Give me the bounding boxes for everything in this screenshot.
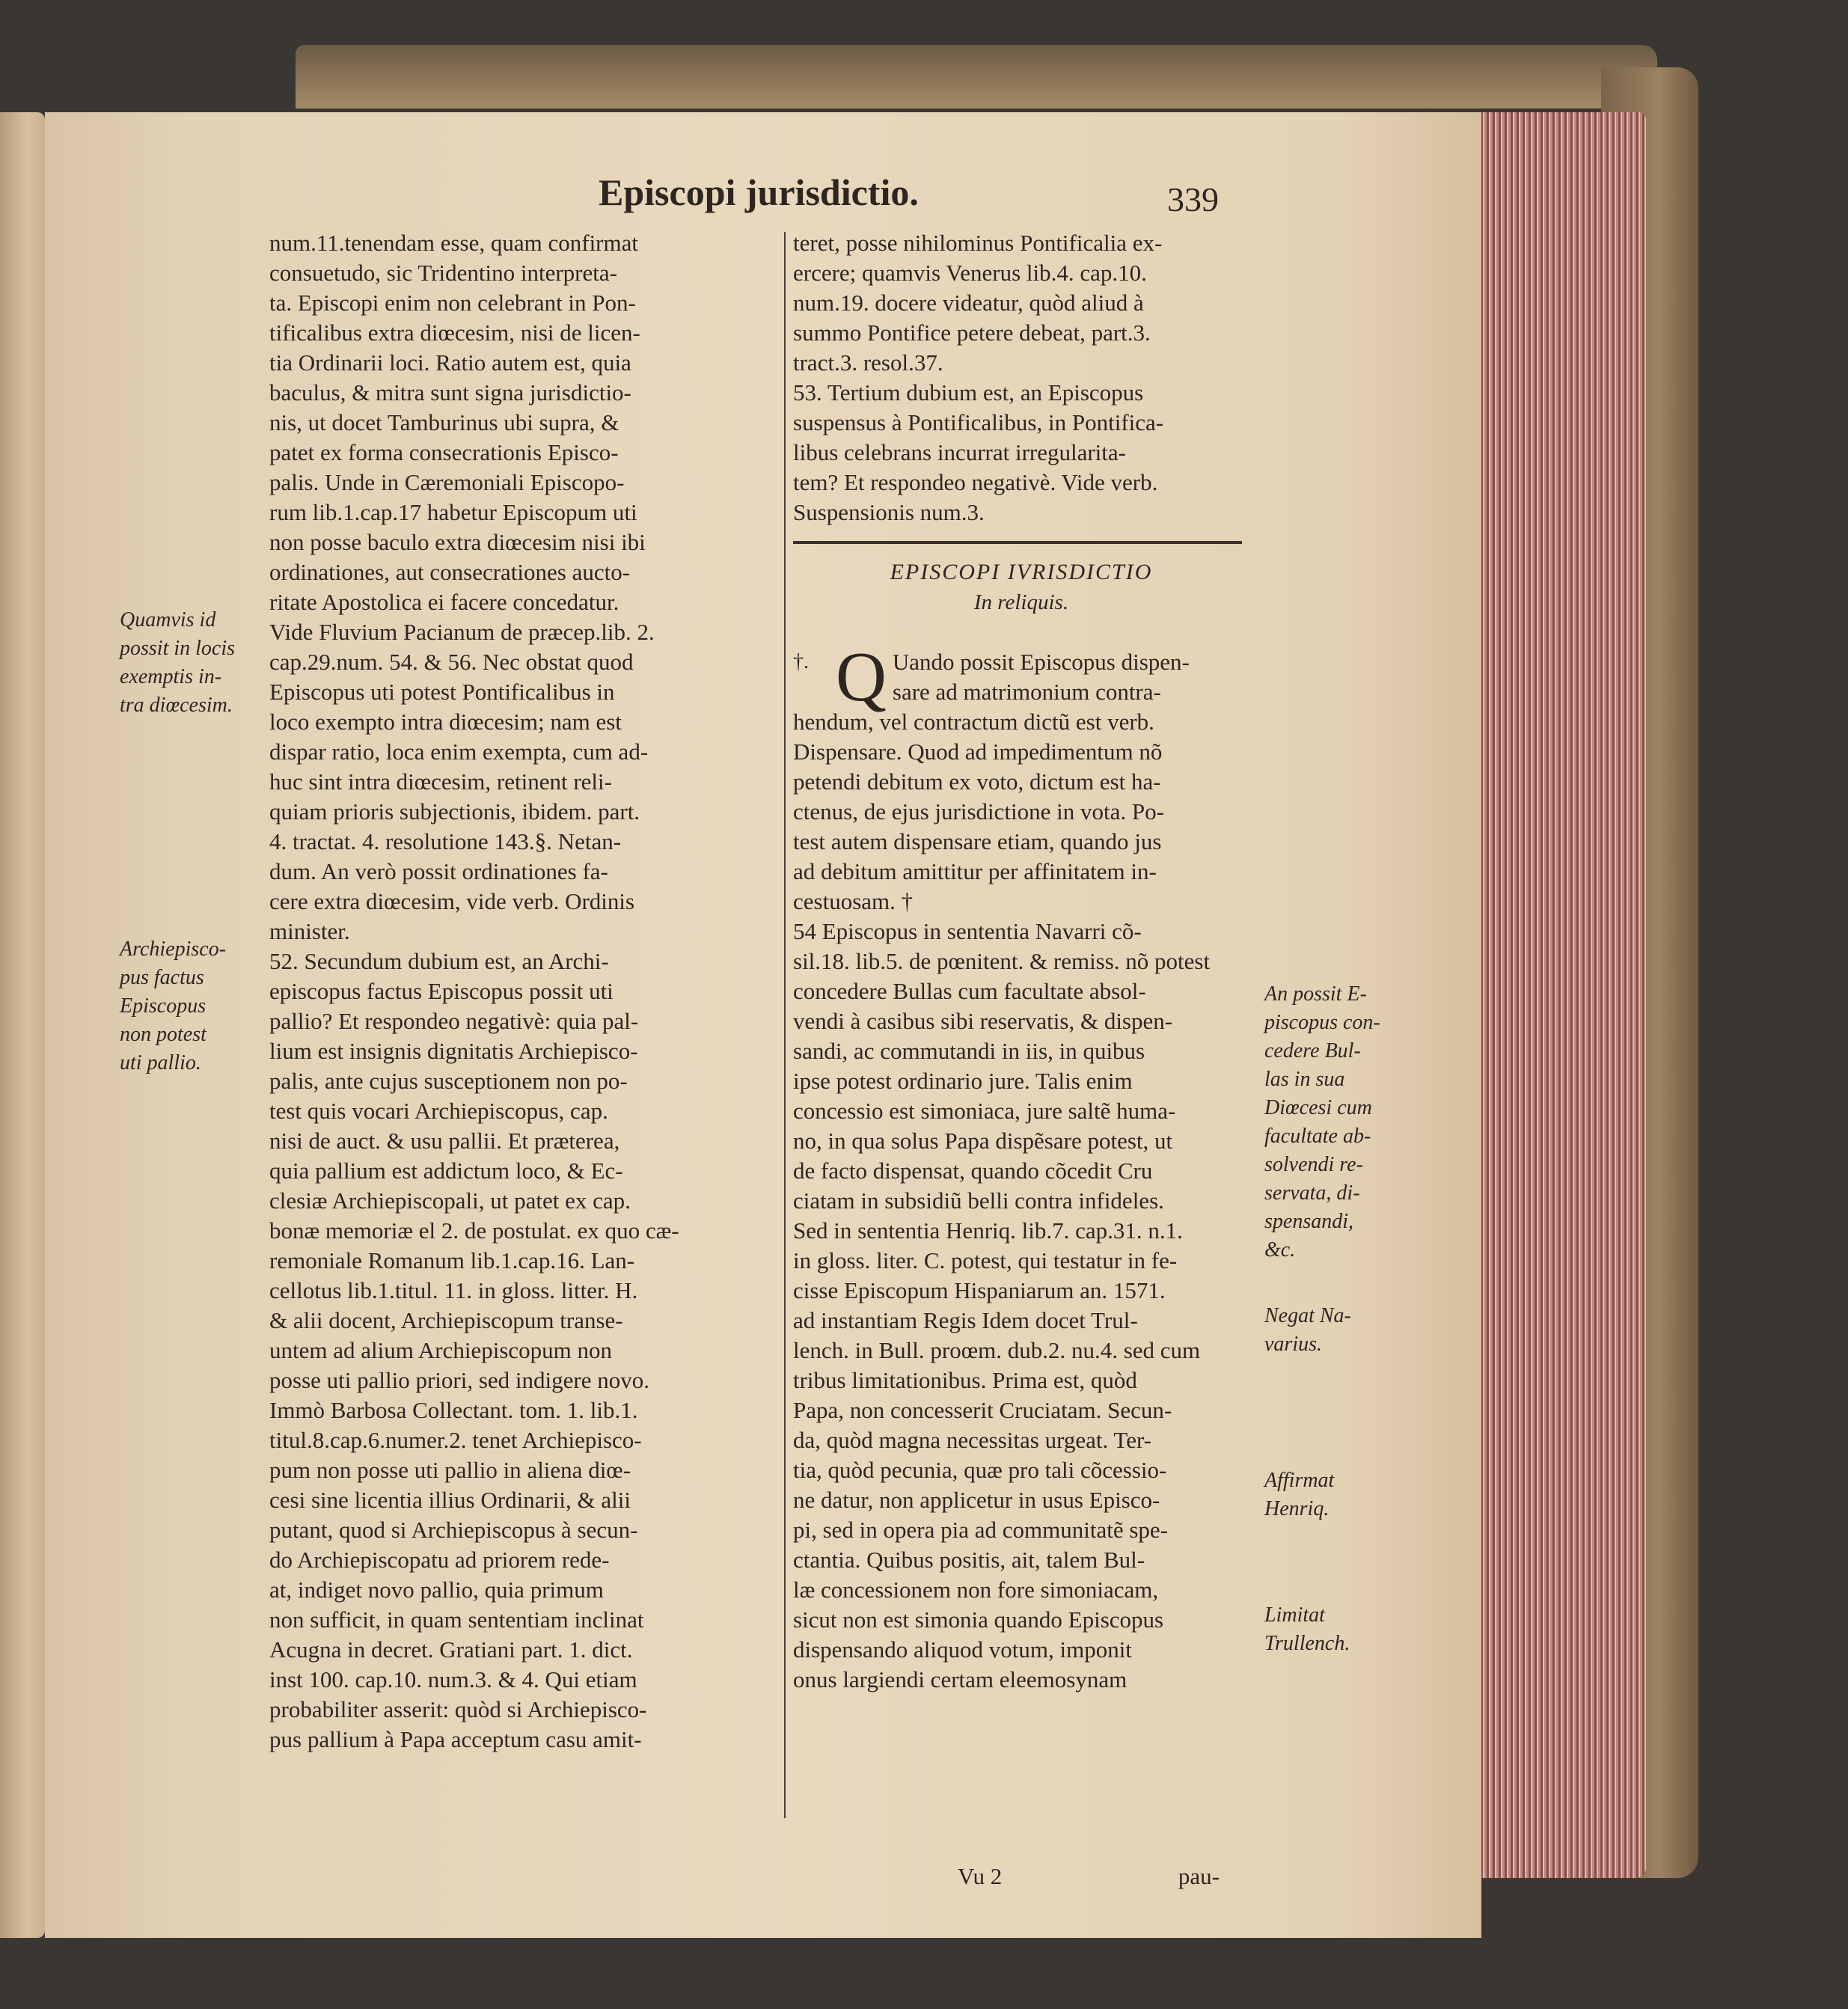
- text-line: ad debitum amittitur per affinitatem in-: [793, 858, 1157, 884]
- text-line: sandi, ac commutandi in iis, in quibus: [793, 1038, 1145, 1064]
- right-text-column: [793, 228, 1249, 1904]
- text-line: pum non posse uti pallio in aliena diœ-: [269, 1457, 631, 1483]
- text-line: cisse Episcopum Hispaniarum an. 1571.: [793, 1277, 1166, 1303]
- catchword: pau-: [1178, 1863, 1220, 1889]
- text-line: 54 Episcopus in sententia Navarri cõ-: [793, 918, 1142, 944]
- margin-note-line: Episcopus: [120, 994, 206, 1018]
- text-line: onus largiendi certam eleemosynam: [793, 1666, 1128, 1692]
- text-line: ne datur, non applicetur in usus Episco-: [793, 1487, 1160, 1513]
- text-line: at, indiget novo pallio, quia primum: [269, 1577, 604, 1603]
- text-line: num.19. docere videatur, quòd aliud à: [793, 290, 1144, 316]
- text-line: vendi à casibus sibi reservatis, & dispen-: [793, 1008, 1173, 1034]
- margin-note-line: pus factus: [120, 966, 204, 989]
- text-line: non posse baculo extra diœcesim nisi ibi: [269, 529, 646, 555]
- left-text-column: [269, 228, 778, 1792]
- text-line: Suspensionis num.3.: [793, 499, 985, 525]
- text-line: Papa, non concesserit Cruciatam. Secun-: [793, 1397, 1172, 1423]
- drop-capital: Q: [836, 638, 887, 716]
- text-line: episcopus factus Episcopus possit uti: [269, 978, 614, 1004]
- text-line: titul.8.cap.6.numer.2. tenet Archiepisco-: [269, 1427, 642, 1453]
- text-line: pi, sed in opera pia ad communitatẽ spe-: [793, 1517, 1169, 1543]
- text-line: inst 100. cap.10. num.3. & 4. Qui etiam: [269, 1666, 637, 1692]
- book-page: [45, 112, 1481, 1938]
- margin-note-line: An possit E-: [1264, 982, 1367, 1006]
- text-line: minister.: [269, 918, 350, 944]
- text-line: & alii docent, Archiepiscopum transe-: [269, 1307, 623, 1333]
- text-line: concedere Bullas cum facultate absol-: [793, 978, 1146, 1004]
- text-line: test autem dispensare etiam, quando jus: [793, 828, 1162, 854]
- text-line: ctenus, de ejus jurisdictione in vota. Po-: [793, 798, 1164, 825]
- text-line: ta. Episcopi enim non celebrant in Pon-: [269, 290, 636, 316]
- text-line: Dispensare. Quod ad impedimentum nõ: [793, 739, 1163, 765]
- section-rule: [793, 541, 1242, 544]
- margin-note-line: Diœcesi cum: [1264, 1096, 1372, 1119]
- text-line: bonæ memoriæ el 2. de postulat. ex quo cæ-: [269, 1217, 679, 1244]
- text-line: cere extra diœcesim, vide verb. Ordinis: [269, 888, 635, 914]
- margin-note-right: [1264, 1601, 1414, 1658]
- margin-note-line: Affirmat: [1264, 1469, 1335, 1492]
- text-line: nisi de auct. & usu pallii. Et præterea,: [269, 1128, 620, 1154]
- text-line: in gloss. liter. C. potest, qui testatur in fe-: [793, 1247, 1178, 1273]
- text-line: hendum, vel contractum dictũ est verb.: [793, 709, 1154, 735]
- text-line: non sufficit, in quam sententiam inclinat: [269, 1606, 644, 1633]
- text-line: tem? Et respondeo negativè. Vide verb.: [793, 469, 1158, 495]
- margin-note-line: servata, di-: [1264, 1181, 1360, 1205]
- text-line: sil.18. lib.5. de pœnitent. & remiss. nõ potest: [793, 948, 1211, 974]
- text-line: cestuosam. †: [793, 888, 914, 914]
- margin-note-line: Limitat: [1264, 1603, 1325, 1627]
- text-line: ciatam in subsidiũ belli contra infideles.: [793, 1187, 1164, 1214]
- margin-note-line: piscopus con-: [1264, 1011, 1380, 1034]
- text-line: 4. tractat. 4. resolutione 143.§. Netan-: [269, 828, 622, 854]
- text-line: tificalibus extra diœcesim, nisi de licen-: [269, 319, 640, 346]
- text-line: posse uti pallio priori, sed indigere novo.: [269, 1367, 649, 1393]
- margin-note-line: uti pallio.: [120, 1051, 201, 1074]
- text-line: palis, ante cujus susceptionem non po-: [269, 1068, 628, 1094]
- margin-note-right: [1264, 1302, 1414, 1359]
- margin-note-line: las in sua: [1264, 1068, 1345, 1091]
- text-line: suspensus à Pontificalibus, in Pontifica-: [793, 409, 1164, 435]
- margin-note-line: Henriq.: [1264, 1497, 1330, 1520]
- text-line: dispensando aliquod votum, imponit: [793, 1636, 1132, 1663]
- margin-note-line: tra diœcesim.: [120, 694, 233, 717]
- text-line: lium est insignis dignitatis Archiepisco-: [269, 1038, 638, 1064]
- text-line: 53. Tertium dubium est, an Episcopus: [793, 379, 1144, 406]
- text-line: ctantia. Quibus positis, ait, talem Bul-: [793, 1547, 1145, 1573]
- text-line: Acugna in decret. Gratiani part. 1. dict.: [269, 1636, 633, 1663]
- section-mark: †.: [793, 650, 809, 673]
- signature-mark: Vu 2: [958, 1863, 1003, 1889]
- text-line: sicut non est simonia quando Episcopus: [793, 1606, 1164, 1633]
- text-line: untem ad alium Archiepiscopum non: [269, 1337, 613, 1363]
- text-line: quia pallium est addictum loco, & Ec-: [269, 1158, 623, 1184]
- text-line: tribus limitationibus. Prima est, quòd: [793, 1367, 1137, 1393]
- right-column-top-text: [793, 228, 1249, 528]
- text-line: test quis vocari Archiepiscopus, cap.: [269, 1098, 608, 1124]
- margin-note-right: [1264, 1467, 1414, 1523]
- text-line: læ concessionem non fore simoniacam,: [793, 1577, 1159, 1603]
- text-line: sare ad matrimonium contra-: [892, 679, 1161, 705]
- text-line: libus celebrans incurrat irregularita-: [793, 439, 1126, 465]
- text-line: lench. in Bull. proœm. dub.2. nu.4. sed cum: [793, 1337, 1201, 1363]
- running-head: Episcopi jurisdictio.: [599, 171, 919, 213]
- text-line: num.11.tenendam esse, quam confirmat: [269, 230, 638, 256]
- right-column-body-text: [793, 707, 1249, 1695]
- text-line: tia, quòd pecunia, quæ pro tali cõcessio-: [793, 1457, 1167, 1483]
- margin-note-left: [120, 606, 269, 720]
- margin-note-line: Archiepisco-: [120, 938, 227, 961]
- text-line: Sed in sententia Henriq. lib.7. cap.31. n.1.: [793, 1217, 1183, 1244]
- text-line: palis. Unde in Cæremoniali Episcopo-: [269, 469, 625, 495]
- margin-note-line: solvendi re-: [1264, 1153, 1363, 1176]
- margin-note-right: [1264, 980, 1414, 1265]
- text-line: rum lib.1.cap.17 habetur Episcopum uti: [269, 499, 637, 525]
- text-line: ipse potest ordinario jure. Talis enim: [793, 1068, 1133, 1094]
- text-line: cellotus lib.1.titul. 11. in gloss. litter. H.: [269, 1277, 638, 1303]
- text-line: nis, ut docet Tamburinus ubi supra, &: [269, 409, 619, 435]
- text-line: Uando possit Episcopus dispen-: [892, 649, 1190, 675]
- text-line: putant, quod si Archiepiscopus à secun-: [269, 1517, 638, 1543]
- margin-note-line: possit in locis: [120, 637, 236, 660]
- text-line: baculus, & mitra sunt signa jurisdictio-: [269, 379, 631, 406]
- text-line: Vide Fluvium Pacianum de præcep.lib. 2.: [269, 619, 655, 645]
- text-line: dispar ratio, loca enim exempta, cum ad-: [269, 739, 649, 765]
- text-line: consuetudo, sic Tridentino interpreta-: [269, 260, 617, 286]
- text-line: probabiliter asserit: quòd si Archiepisco-: [269, 1696, 647, 1722]
- text-line: pus pallium à Papa acceptum casu amit-: [269, 1726, 642, 1752]
- margin-note-line: Quamvis id: [120, 608, 216, 632]
- text-line: petendi debitum ex voto, dictum est ha-: [793, 768, 1161, 795]
- text-line: teret, posse nihilominus Pontificalia ex-: [793, 230, 1163, 256]
- text-line: pallio? Et respondeo negativè: quia pal-: [269, 1008, 639, 1034]
- text-line: cap.29.num. 54. & 56. Nec obstat quod: [269, 649, 634, 675]
- first-paragraph: [793, 638, 1249, 716]
- text-line: no, in qua solus Papa dispẽsare potest, ut: [793, 1128, 1173, 1154]
- text-line: ordinationes, aut consecrationes aucto-: [269, 559, 631, 585]
- margin-note-line: Trullench.: [1264, 1632, 1350, 1655]
- text-line: cesi sine licentia illius Ordinarii, & alii: [269, 1487, 631, 1513]
- text-line: 52. Secundum dubium est, an Archi-: [269, 948, 609, 974]
- margin-note-line: varius.: [1264, 1333, 1322, 1356]
- text-line: huc sint intra diœcesim, retinent reli-: [269, 768, 612, 795]
- margin-note-line: non potest: [120, 1023, 206, 1046]
- text-line: ad instantiam Regis Idem docet Trul-: [793, 1307, 1138, 1333]
- section-subheading: In reliquis.: [973, 590, 1069, 614]
- book-top-edge: [296, 45, 1657, 108]
- text-line: da, quòd magna necessitas urgeat. Ter-: [793, 1427, 1151, 1453]
- text-line: summo Pontifice petere debeat, part.3.: [793, 319, 1151, 346]
- page-fore-edge: [1466, 112, 1646, 1878]
- text-line: de facto dispensat, quando cõcedit Cru: [793, 1158, 1153, 1184]
- text-line: quiam prioris subjectionis, ibidem. part.: [269, 798, 640, 825]
- text-line: loco exempto intra diœcesim; nam est: [269, 709, 622, 735]
- text-line: ercere; quamvis Venerus lib.4. cap.10.: [793, 260, 1147, 286]
- left-page-edge: [0, 112, 45, 1938]
- text-line: clesiæ Archiepiscopali, ut patet ex cap.: [269, 1187, 631, 1214]
- text-line: Episcopus uti potest Pontificalibus in: [269, 679, 615, 705]
- text-line: do Archiepiscopatu ad priorem rede-: [269, 1547, 610, 1573]
- section-heading: EPISCOPI IVRISDICTIO: [890, 560, 1153, 584]
- text-line: patet ex forma consecrationis Episco-: [269, 439, 619, 465]
- page-number: 339: [1167, 180, 1219, 218]
- text-line: tract.3. resol.37.: [793, 349, 943, 376]
- margin-note-line: Negat Na-: [1264, 1304, 1351, 1327]
- text-line: dum. An verò possit ordinationes fa-: [269, 858, 608, 884]
- column-divider: [784, 232, 786, 1818]
- text-line: concessio est simoniaca, jure saltẽ huma-: [793, 1098, 1176, 1124]
- margin-note-line: facultate ab-: [1264, 1125, 1371, 1148]
- margin-note-line: exemptis in-: [120, 665, 222, 688]
- text-line: remoniale Romanum lib.1.cap.16. Lan-: [269, 1247, 635, 1273]
- text-line: ritate Apostolica ei facere concedatur.: [269, 589, 619, 615]
- margin-note-line: spensandi,: [1264, 1210, 1353, 1233]
- text-line: Immò Barbosa Collectant. tom. 1. lib.1.: [269, 1397, 638, 1423]
- margin-note-left: [120, 935, 269, 1077]
- text-line: tia Ordinarii loci. Ratio autem est, quia: [269, 349, 631, 376]
- margin-note-line: cedere Bul-: [1264, 1039, 1361, 1062]
- margin-note-line: &c.: [1264, 1238, 1296, 1262]
